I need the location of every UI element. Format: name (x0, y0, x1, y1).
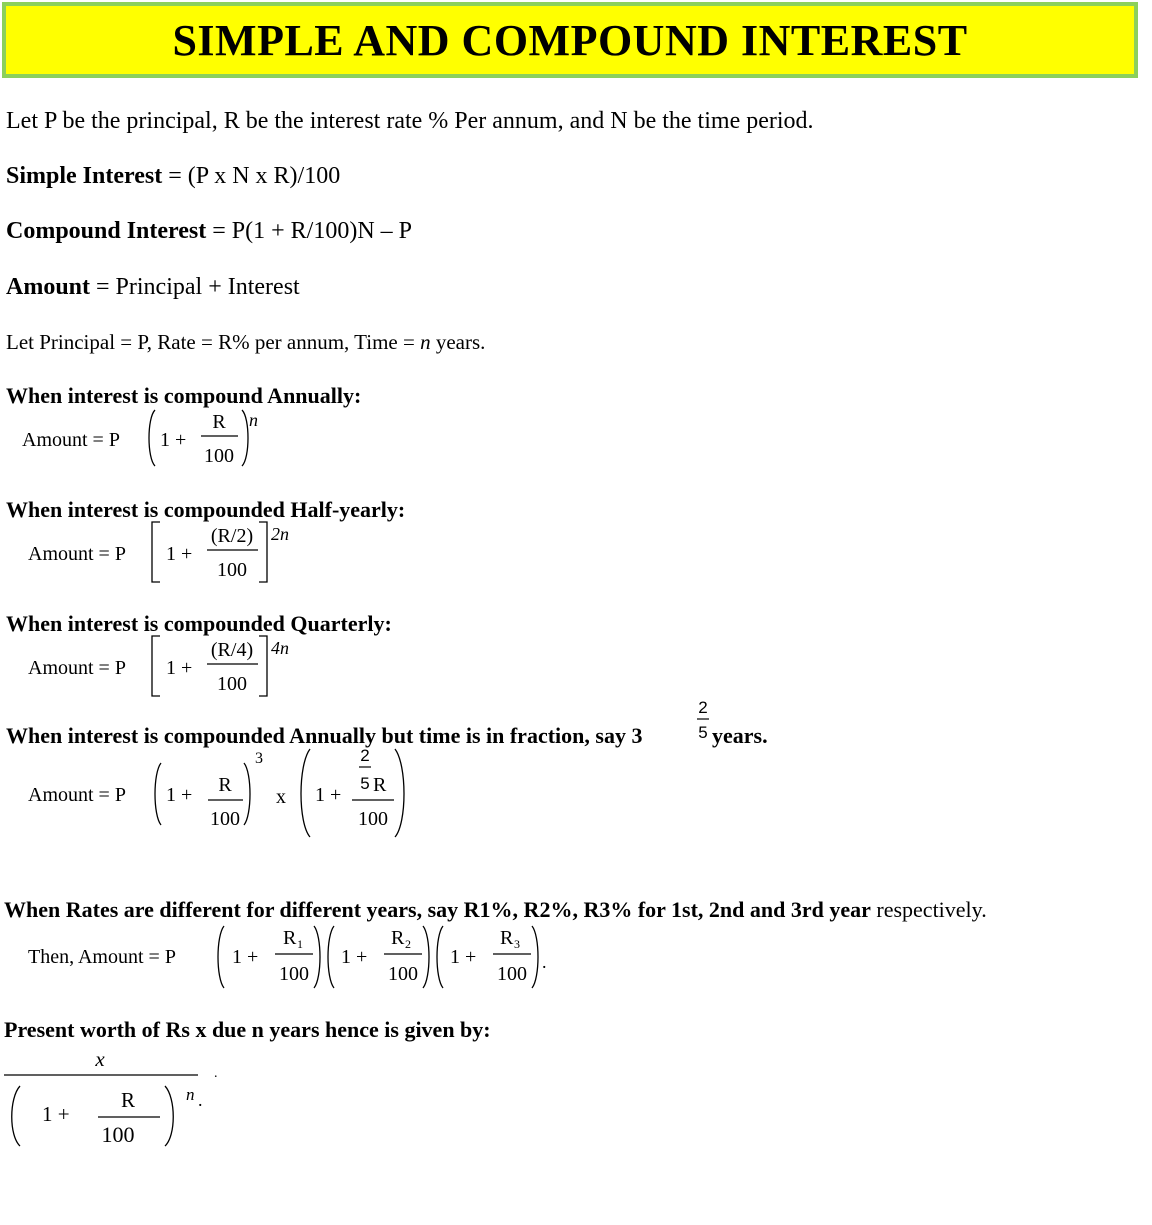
quarterly-open-bracket (152, 636, 160, 696)
present-worth-heading: Present worth of Rs x due n years hence is given by: (4, 1017, 491, 1042)
let-prefix: Let Principal = P, Rate = R% per annum, Time = (6, 330, 421, 354)
fraction-time-close-paren-1 (244, 763, 250, 825)
half-yearly-one-plus: 1 + (166, 543, 193, 565)
quarterly-num: (R/4) (210, 639, 254, 661)
annual-num: R (212, 411, 226, 433)
annual-lhs: Amount = P (22, 429, 120, 451)
fraction-time-den-2: 100 (358, 808, 388, 830)
rate-2-open-paren (328, 926, 334, 988)
rate-2-close-paren (423, 926, 429, 988)
half-yearly-formula (0, 514, 320, 594)
fraction-time-close-paren-2 (395, 749, 404, 837)
fraction-time-formula (0, 743, 440, 848)
annual-one-plus: 1 + (160, 429, 187, 451)
fraction-time-open-paren-2 (301, 749, 310, 837)
present-worth-num: R (120, 1088, 136, 1112)
fraction-time-inner-frac-den: 5 (360, 774, 370, 793)
half-yearly-lhs: Amount = P (28, 543, 126, 565)
annual-den: 100 (204, 445, 234, 467)
different-rates-heading-bold: When Rates are different for different years, say R1%, R2%, R3% for 1st, 2nd and 3rd year (4, 897, 871, 922)
present-worth-end-dot: . (198, 1090, 203, 1110)
different-rates-formula (0, 918, 600, 998)
present-worth-formula (0, 1040, 260, 1160)
rate-2-one-plus: 1 + (341, 946, 368, 968)
half-yearly-exp: 2n (271, 524, 289, 544)
rate-1-close-paren (314, 926, 320, 988)
rate-2-sub: 2 (405, 937, 411, 951)
amount-line (6, 274, 300, 301)
compound-interest-line (6, 218, 412, 245)
let-suffix: years. (430, 330, 486, 354)
fraction-time-num-1: R (218, 774, 232, 796)
page-title: SIMPLE AND COMPOUND INTEREST (172, 15, 968, 65)
simple-interest-line (6, 163, 340, 190)
simple-interest-label: Simple Interest (6, 163, 163, 189)
present-worth-top: x (95, 1047, 105, 1071)
present-worth-den: 100 (101, 1122, 135, 1147)
title-banner (2, 2, 1138, 78)
fraction-time-one-plus-1: 1 + (166, 784, 193, 806)
quarterly-heading: When interest is compounded Quarterly: (6, 611, 392, 636)
fraction-time-open-paren-1 (155, 763, 161, 825)
rate-1-num: R (283, 927, 297, 949)
fraction-time-times: x (276, 786, 286, 808)
fraction-time-inner-frac-num: 2 (360, 746, 370, 765)
fraction-time-num-2-var: R (373, 774, 387, 796)
rate-1-one-plus: 1 + (232, 946, 259, 968)
annual-open-paren (149, 410, 155, 466)
rate-3-close-paren (532, 926, 538, 988)
quarterly-close-bracket (259, 636, 267, 696)
rate-3-one-plus: 1 + (450, 946, 477, 968)
fraction-time-den-1: 100 (210, 808, 240, 830)
different-rates-lhs: Then, Amount = P (28, 946, 176, 968)
quarterly-exp: 4n (271, 638, 289, 658)
let-principal-line (6, 330, 485, 355)
quarterly-one-plus: 1 + (166, 657, 193, 679)
half-yearly-close-bracket (259, 522, 267, 582)
half-yearly-open-bracket (152, 522, 160, 582)
fraction-time-lhs: Amount = P (28, 784, 126, 806)
amount-label: Amount (6, 274, 91, 300)
intro-text: Let P be the principal, R be the interest rate % Per annum, and N be the time period. (6, 108, 814, 134)
amount-formula: = Principal + Interest (96, 274, 300, 300)
rate-3-sub: 3 (514, 937, 520, 951)
annual-formula (0, 400, 300, 480)
rate-2-num: R (391, 927, 405, 949)
present-worth-close-paren (165, 1086, 173, 1146)
rate-3-den: 100 (497, 963, 527, 985)
half-yearly-heading: When interest is compounded Half-yearly: (6, 497, 406, 522)
present-worth-exp: n (186, 1085, 195, 1104)
fraction-time-heading-suffix: years. (712, 723, 768, 748)
rate-2-den: 100 (388, 963, 418, 985)
fraction-time-heading-frac-den: 5 (698, 723, 708, 742)
compound-interest-formula: = P(1 + R/100)N – P (212, 218, 413, 244)
fraction-time-one-plus-2: 1 + (315, 784, 342, 806)
rate-3-open-paren (437, 926, 443, 988)
annual-close-paren (242, 410, 248, 466)
rate-1-sub: 1 (297, 937, 303, 951)
present-worth-one-plus: 1 + (42, 1102, 70, 1126)
compound-interest-label: Compound Interest (6, 218, 207, 244)
fraction-time-heading-frac-num: 2 (698, 698, 708, 717)
annual-heading: When interest is compound Annually: (6, 383, 362, 408)
fraction-time-heading: When interest is compounded Annually but time is in fraction, say 3 (6, 723, 643, 748)
present-worth-open-paren (12, 1086, 20, 1146)
let-var: n (420, 330, 431, 354)
half-yearly-num: (R/2) (210, 525, 254, 547)
fraction-time-exp-1: 3 (255, 750, 263, 767)
half-yearly-den: 100 (217, 559, 247, 581)
rate-3-num: R (500, 927, 514, 949)
simple-interest-formula: = (P x N x R)/100 (168, 163, 341, 189)
quarterly-den: 100 (217, 673, 247, 695)
annual-exp: n (249, 410, 258, 430)
quarterly-lhs: Amount = P (28, 657, 126, 679)
different-rates-heading-normal: respectively. (870, 897, 987, 922)
rate-1-open-paren (218, 926, 224, 988)
different-rates-end-dot: . (542, 952, 547, 972)
rate-1-den: 100 (279, 963, 309, 985)
present-worth-stray-dot: . (214, 1066, 218, 1081)
